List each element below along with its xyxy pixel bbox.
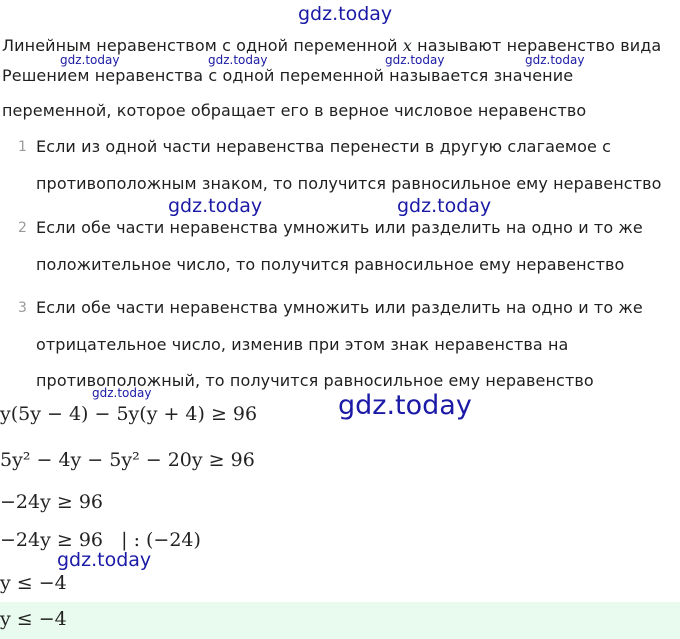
equation-2: 5y² − 4y − 5y² − 20y ≥ 96 [0,449,255,471]
equation-4: −24y ≥ 96 | : (−24) [0,529,201,551]
definition-solution-line2: переменной, которое обращает его в верное числовое неравенство [2,101,587,120]
watermark-big: gdz.today [338,390,472,421]
equation-3: −24y ≥ 96 [0,491,104,513]
list-item-1-line1: Если из одной части неравенства перенести в другую слагаемое с [36,137,612,156]
answer-text: y ≤ −4 [0,608,67,630]
list-item-2-line1: Если обе части неравенства умножить или разделить на одно и то же [36,218,643,237]
answer-box [0,602,680,639]
list-item-2-line2: положительное число, то получится равносильное ему неравенство [36,255,625,274]
list-item-3-line2: отрицательное число, изменив при этом знак неравенства на [36,335,569,354]
watermark-lower: gdz.today [57,549,152,571]
watermark-small-2: gdz.today [208,53,268,67]
watermark-small-1: gdz.today [60,53,120,67]
definition-solution-line1: Решением неравенства с одной переменной называется значение [2,66,574,85]
definition-text-prefix: Линейным неравенством с одной переменной [2,36,403,55]
variable-x: x [402,36,412,55]
watermark-mid-1: gdz.today [168,195,263,217]
list-item-3-line3: противоположный, то получится равносильное ему неравенство [36,371,594,390]
list-item-3-line1: Если обе части неравенства умножить или разделить на одно и то же [36,298,643,317]
watermark-mid-2: gdz.today [397,195,492,217]
list-number-2: 2 [18,220,27,236]
definition-text-suffix: называют неравенство вида [411,36,662,55]
list-number-1: 1 [18,139,27,155]
watermark-small-eq: gdz.today [92,386,152,400]
list-number-3: 3 [18,300,27,316]
equation-1: y(5y − 4) − 5y(y + 4) ≥ 96 [0,403,258,425]
equation-5: y ≤ −4 [0,572,67,594]
watermark-small-3: gdz.today [385,53,445,67]
list-item-1-line2: противоположным знаком, то получится равносильное ему неравенство [36,174,662,193]
watermark-top: gdz.today [298,3,393,25]
watermark-small-4: gdz.today [525,53,585,67]
